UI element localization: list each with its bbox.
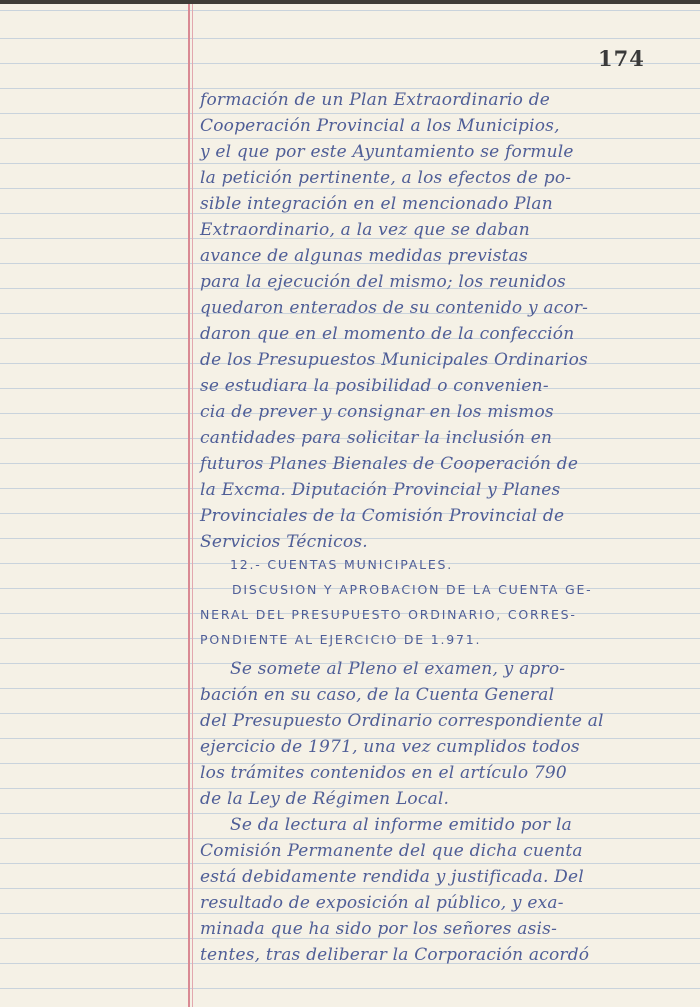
text-line: la petición pertinente, a los efectos de po- — [200, 168, 572, 188]
page-number: 174 — [598, 46, 645, 71]
text-line: formación de un Plan Extraordinario de — [200, 90, 551, 110]
text-line: Extraordinario, a la vez que se daban — [200, 220, 530, 240]
section-subheading: DISCUSION Y APROBACION DE LA CUENTA GE- — [232, 582, 593, 597]
ledger-page — [0, 4, 700, 1007]
text-line: Provinciales de la Comisión Provincial de — [200, 506, 565, 526]
text-line: sible integración en el mencionado Plan — [200, 194, 553, 214]
section-heading: 12.- CUENTAS MUNICIPALES. — [230, 557, 454, 572]
text-line: para la ejecución del mismo; los reunidos — [200, 272, 566, 292]
text-line: está debidamente rendida y justificada. Del — [200, 867, 584, 887]
text-line: se estudiara la posibilidad o convenien- — [200, 376, 549, 396]
text-line: avance de algunas medidas previstas — [200, 246, 528, 266]
text-line: de los Presupuestos Municipales Ordinarios — [200, 350, 588, 370]
text-line: Se somete al Pleno el examen, y apro- — [230, 659, 566, 679]
text-line: Servicios Técnicos. — [200, 532, 368, 552]
text-line: la Excma. Diputación Provincial y Planes — [200, 480, 561, 500]
text-line: Se da lectura al informe emitido por la — [230, 815, 573, 835]
text-line: quedaron enterados de su contenido y acor- — [200, 298, 589, 318]
section-subheading: NERAL DEL PRESUPUESTO ORDINARIO, CORRES- — [200, 607, 577, 622]
text-line: los trámites contenidos en el artículo 790 — [200, 763, 567, 783]
handwritten-text — [0, 4, 700, 1007]
text-line: Cooperación Provincial a los Municipios, — [200, 116, 560, 136]
text-line: del Presupuesto Ordinario correspondiente al — [200, 711, 604, 731]
text-line: y el que por este Ayuntamiento se formule — [200, 142, 574, 162]
text-line: cia de prever y consignar en los mismos — [200, 402, 554, 422]
text-line: daron que en el momento de la confección — [200, 324, 575, 344]
text-line: cantidades para solicitar la inclusión en — [200, 428, 553, 448]
text-line: bación en su caso, de la Cuenta General — [200, 685, 555, 705]
text-line: de la Ley de Régimen Local. — [200, 789, 450, 809]
text-line: ejercicio de 1971, una vez cumplidos todos — [200, 737, 580, 757]
text-line: Comisión Permanente del que dicha cuenta — [200, 841, 583, 861]
text-line: futuros Planes Bienales de Cooperación de — [200, 454, 579, 474]
text-line: tentes, tras deliberar la Corporación acordó — [200, 945, 590, 965]
section-subheading: PONDIENTE AL EJERCICIO DE 1.971. — [200, 632, 482, 647]
text-line: minada que ha sido por los señores asis- — [200, 919, 558, 939]
text-line: resultado de exposición al público, y exa- — [200, 893, 564, 913]
